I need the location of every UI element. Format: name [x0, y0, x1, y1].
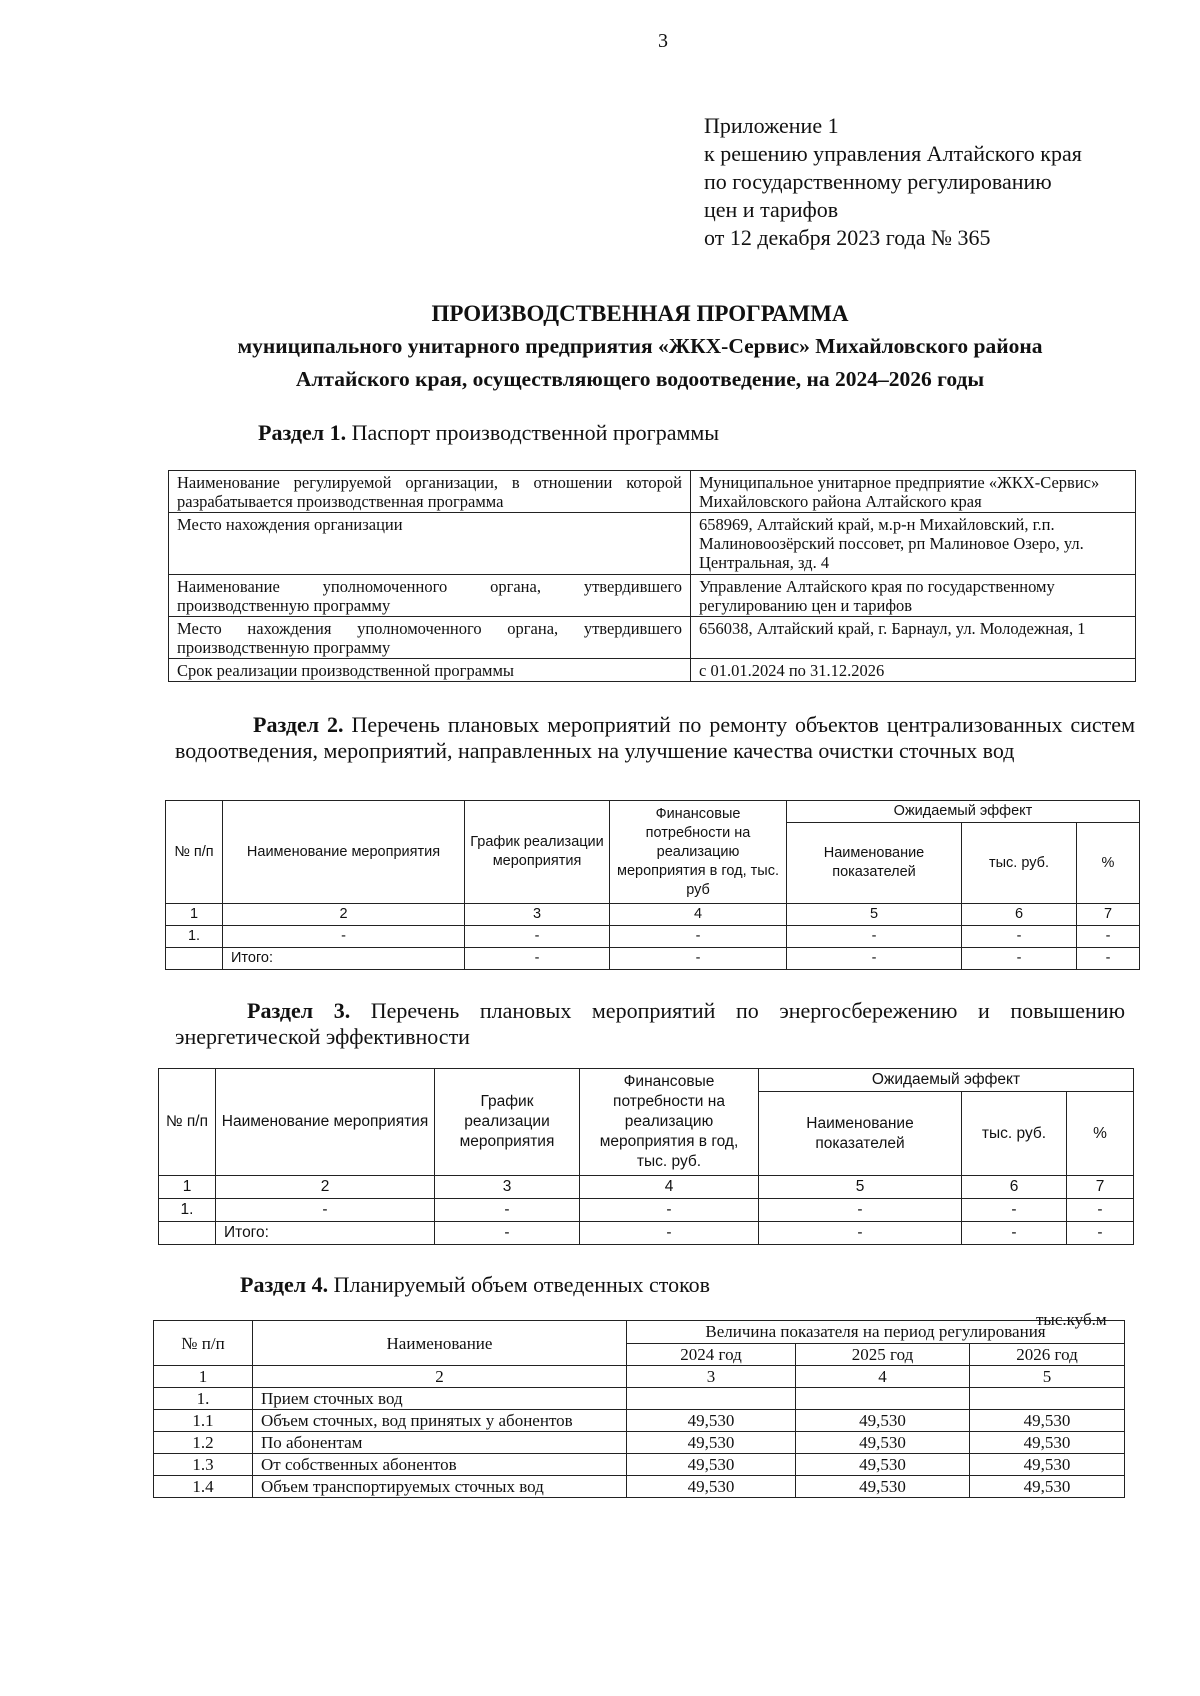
section3-title: Перечень плановых мероприятий по энергосбережению и повышению энергетической эффективности	[175, 998, 1126, 1049]
repair-measures-table	[165, 800, 1140, 970]
section4-number: Раздел 4.	[240, 1272, 329, 1297]
passport-label: Место нахождения организации	[169, 513, 691, 575]
table-cell: -	[962, 1199, 1067, 1222]
col-number: 1	[159, 1176, 216, 1199]
table-row	[166, 904, 1140, 926]
table-cell: 1.	[166, 926, 223, 948]
row-value	[970, 1388, 1125, 1410]
col-number: 2	[253, 1366, 627, 1388]
table-cell: -	[787, 926, 962, 948]
table-cell: -	[465, 926, 610, 948]
header-num: № п/п	[154, 1321, 253, 1366]
header-schedule: График реализации мероприятия	[465, 801, 610, 904]
table-row	[154, 1476, 1125, 1498]
row-value: 49,530	[796, 1476, 970, 1498]
document-title	[160, 298, 1120, 396]
col-number: 5	[759, 1176, 962, 1199]
header-year: 2024 год	[627, 1343, 796, 1366]
table-cell: -	[465, 948, 610, 970]
header-name: Наименование мероприятия	[223, 801, 465, 904]
section4-title: Планируемый объем отведенных стоков	[328, 1272, 711, 1297]
row-value: 49,530	[627, 1476, 796, 1498]
table-row	[169, 617, 1136, 659]
row-value: 49,530	[627, 1454, 796, 1476]
header-percent: %	[1077, 823, 1140, 904]
appendix-block	[704, 112, 1082, 252]
appendix-line: от 12 декабря 2023 года № 365	[704, 225, 991, 250]
header-year: 2025 год	[796, 1343, 970, 1366]
passport-label: Место нахождения уполномоченного органа, утвердившего производственную программу	[169, 617, 691, 659]
passport-table	[168, 470, 1136, 682]
col-number: 5	[787, 904, 962, 926]
passport-value: Управление Алтайского края по государственному регулированию цен и тарифов	[691, 575, 1136, 617]
table-header-row	[159, 1069, 1134, 1092]
table-row	[159, 1199, 1134, 1222]
page-number: 3	[658, 30, 668, 52]
wastewater-volume-table	[153, 1320, 1125, 1498]
col-number: 4	[610, 904, 787, 926]
header-rub: тыс. руб.	[962, 823, 1077, 904]
col-number: 2	[216, 1176, 435, 1199]
col-number: 6	[962, 904, 1077, 926]
table-cell: -	[435, 1199, 580, 1222]
header-rub: тыс. руб.	[962, 1092, 1067, 1176]
passport-value: Муниципальное унитарное предприятие «ЖКХ-Сервис» Михайловского района Алтайского края	[691, 471, 1136, 513]
table-cell: -	[580, 1199, 759, 1222]
col-number: 7	[1077, 904, 1140, 926]
total-label: Итого:	[223, 948, 465, 970]
header-finance: Финансовые потребности на реализацию мероприятия в год, тыс. руб	[610, 801, 787, 904]
unit-label: тыс.куб.м	[1036, 1310, 1107, 1329]
table-row	[154, 1388, 1125, 1410]
title-main: ПРОИЗВОДСТВЕННАЯ ПРОГРАММА	[431, 301, 849, 326]
table-cell: -	[1077, 948, 1140, 970]
table-row	[169, 513, 1136, 575]
header-effect: Ожидаемый эффект	[787, 801, 1140, 823]
header-percent: %	[1067, 1092, 1134, 1176]
table-cell: -	[962, 1222, 1067, 1245]
table-cell: -	[610, 926, 787, 948]
section1-number: Раздел 1.	[258, 420, 347, 445]
table-row	[154, 1454, 1125, 1476]
appendix-line: цен и тарифов	[704, 197, 839, 222]
col-number: 5	[970, 1366, 1125, 1388]
table-row	[154, 1410, 1125, 1432]
row-value: 49,530	[970, 1476, 1125, 1498]
passport-label: Наименование регулируемой организации, в отношении которой разрабатывается производственная программа	[169, 471, 691, 513]
row-value: 49,530	[970, 1432, 1125, 1454]
energy-measures-table	[158, 1068, 1134, 1245]
table-cell: -	[787, 948, 962, 970]
title-subtitle: муниципального унитарного предприятия «ЖКХ-Сервис» Михайловского района	[237, 334, 1043, 358]
header-num: № п/п	[159, 1069, 216, 1176]
row-number: 1.3	[154, 1454, 253, 1476]
header-period: Величина показателя на период регулирования	[627, 1321, 1125, 1344]
table-row	[166, 926, 1140, 948]
header-num: № п/п	[166, 801, 223, 904]
header-indicators: Наименование показателей	[759, 1092, 962, 1176]
row-name: Прием сточных вод	[253, 1388, 627, 1410]
col-number: 4	[796, 1366, 970, 1388]
table-cell: -	[435, 1222, 580, 1245]
row-value: 49,530	[627, 1432, 796, 1454]
table-cell: -	[580, 1222, 759, 1245]
row-name: По абонентам	[253, 1432, 627, 1454]
appendix-line: по государственному регулированию	[704, 169, 1052, 194]
section2-title: Перечень плановых мероприятий по ремонту объектов централизованных систем водоотведения, мероприятий, направленных на улучшение качества очистки сточных вод	[175, 712, 1135, 763]
title-subtitle: Алтайского края, осуществляющего водоотведение, на 2024–2026 годы	[295, 367, 985, 391]
row-value	[796, 1388, 970, 1410]
table-header-row	[154, 1321, 1125, 1344]
table-total-row	[159, 1222, 1134, 1245]
table-cell: 1.	[159, 1199, 216, 1222]
table-header-row	[166, 801, 1140, 823]
table-cell: -	[216, 1199, 435, 1222]
header-name: Наименование мероприятия	[216, 1069, 435, 1176]
passport-label: Наименование уполномоченного органа, утвердившего производственную программу	[169, 575, 691, 617]
row-number: 1.	[154, 1388, 253, 1410]
row-value: 49,530	[627, 1410, 796, 1432]
col-number: 6	[962, 1176, 1067, 1199]
section3-number: Раздел 3.	[247, 998, 351, 1023]
table-cell: -	[1067, 1222, 1134, 1245]
section1-heading	[258, 420, 719, 446]
header-year: 2026 год	[970, 1343, 1125, 1366]
passport-value: 658969, Алтайский край, м.р-н Михайловский, г.п. Малиновоозёрский поссовет, рп Малиновое Озеро, ул. Центральная, зд. 4	[691, 513, 1136, 575]
row-value: 49,530	[970, 1454, 1125, 1476]
table-cell: -	[223, 926, 465, 948]
section3-heading	[175, 998, 1125, 1050]
section1-title: Паспорт производственной программы	[346, 420, 720, 445]
table-cell	[166, 948, 223, 970]
header-effect: Ожидаемый эффект	[759, 1069, 1134, 1092]
row-value: 49,530	[796, 1454, 970, 1476]
appendix-line: Приложение 1	[704, 113, 839, 138]
col-number: 3	[627, 1366, 796, 1388]
table-cell: -	[962, 926, 1077, 948]
section2-heading	[175, 712, 1135, 764]
col-number: 4	[580, 1176, 759, 1199]
table-row	[169, 575, 1136, 617]
table-row	[169, 659, 1136, 682]
table-cell: -	[962, 948, 1077, 970]
table-row	[154, 1432, 1125, 1454]
table-row	[159, 1176, 1134, 1199]
passport-value: 656038, Алтайский край, г. Барнаул, ул. Молодежная, 1	[691, 617, 1136, 659]
table-total-row	[166, 948, 1140, 970]
row-name: От собственных абонентов	[253, 1454, 627, 1476]
row-number: 1.1	[154, 1410, 253, 1432]
row-value: 49,530	[796, 1410, 970, 1432]
col-number: 7	[1067, 1176, 1134, 1199]
row-number: 1.4	[154, 1476, 253, 1498]
header-indicators: Наименование показателей	[787, 823, 962, 904]
row-name: Объем транспортируемых сточных вод	[253, 1476, 627, 1498]
table-cell: -	[1067, 1199, 1134, 1222]
col-number: 1	[154, 1366, 253, 1388]
col-number: 3	[465, 904, 610, 926]
header-name: Наименование	[253, 1321, 627, 1366]
table-cell: -	[610, 948, 787, 970]
table-row	[154, 1366, 1125, 1388]
table-cell: -	[759, 1199, 962, 1222]
header-finance: Финансовые потребности на реализацию мероприятия в год, тыс. руб.	[580, 1069, 759, 1176]
col-number: 3	[435, 1176, 580, 1199]
total-label: Итого:	[216, 1222, 435, 1245]
row-value: 49,530	[970, 1410, 1125, 1432]
appendix-line: к решению управления Алтайского края	[704, 141, 1082, 166]
table-cell: -	[759, 1222, 962, 1245]
row-name: Объем сточных, вод принятых у абонентов	[253, 1410, 627, 1432]
passport-label: Срок реализации производственной программы	[169, 659, 691, 682]
section4-heading	[240, 1272, 710, 1298]
row-value: 49,530	[796, 1432, 970, 1454]
header-schedule: График реализации мероприятия	[435, 1069, 580, 1176]
col-number: 1	[166, 904, 223, 926]
table-cell	[159, 1222, 216, 1245]
row-value	[627, 1388, 796, 1410]
table-cell: -	[1077, 926, 1140, 948]
passport-value: с 01.01.2024 по 31.12.2026	[691, 659, 1136, 682]
col-number: 2	[223, 904, 465, 926]
table-row	[169, 471, 1136, 513]
section2-number: Раздел 2.	[253, 712, 344, 737]
row-number: 1.2	[154, 1432, 253, 1454]
